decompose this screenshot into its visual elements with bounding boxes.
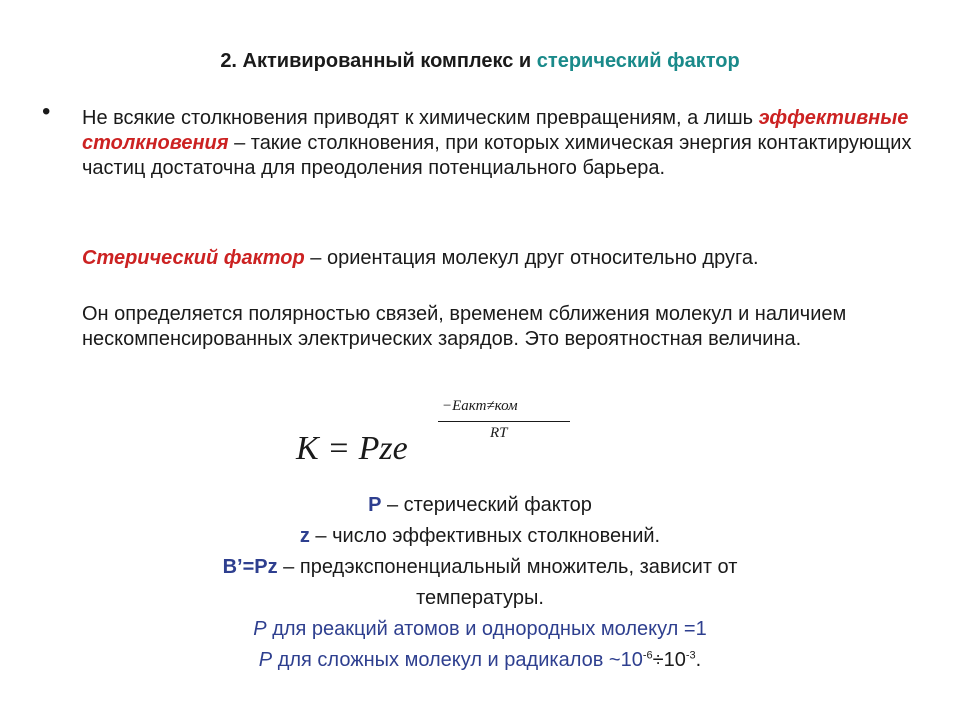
def-z [0,521,960,552]
formula-main: K = Pze [296,430,408,467]
def-p-complex-text: для сложных молекул и радикалов ~10 [272,649,643,671]
def-b-text: – предэкспоненциальный множитель, зависит от [277,556,738,578]
def-p-atoms-text: для реакций атомов и однородных молекул =1 [266,618,707,640]
p1-text-b: – такие столкновения, при которых химическая энергия контактирующих частиц достаточна для преодоления потенциального барьера. [82,132,912,179]
paragraph-steric-factor [82,246,922,271]
formula-fraction-line [438,421,570,422]
p1-highlight: эффективные столкновения [82,107,909,154]
def-p-atoms [0,614,960,645]
def-b-cont: температуры. [416,587,544,609]
def-b-symbol: B’=Pz [222,556,278,578]
bullet-icon: • [42,98,51,125]
paragraph-effective-collisions [82,106,922,181]
def-p [0,490,960,521]
def-p-complex-exp1: -6 [642,649,653,662]
formula-exponent-denominator: RT [490,425,508,441]
formula-exponent-numerator: −Еакт≠ком [442,398,518,414]
def-p-text: – стерический фактор [381,494,592,516]
rate-formula [296,394,616,474]
def-z-text: – число эффективных столкновений. [309,525,661,547]
p1-text-a: Не всякие столкновения приводят к химическим превращениям, а лишь [82,107,759,129]
def-p-complex-exp2: -3 [685,649,696,662]
def-p-symbol: P [368,494,382,516]
title-part-teal: стерический фактор [536,50,740,72]
def-p-atoms-symbol: P [253,618,267,640]
def-z-symbol: z [299,525,310,547]
def-p-complex [0,645,960,676]
def-p-complex-end: . [695,649,702,671]
def-b [0,552,960,583]
p2-highlight: Стерический фактор [82,247,305,269]
def-p-complex-mid: ÷10 [652,649,686,671]
def-p-complex-symbol: P [258,649,273,671]
definitions-block [0,490,960,676]
slide-title [0,50,960,73]
title-part-black: 2. Активированный комплекс и [220,50,537,72]
p2-text: – ориентация молекул друг относительно друга. [304,247,759,269]
paragraph-polarity: Он определяется полярностью связей, временем сближения молекул и наличием нескомпенсированных электрических зарядов. Это вероятностная величина. [82,303,847,350]
